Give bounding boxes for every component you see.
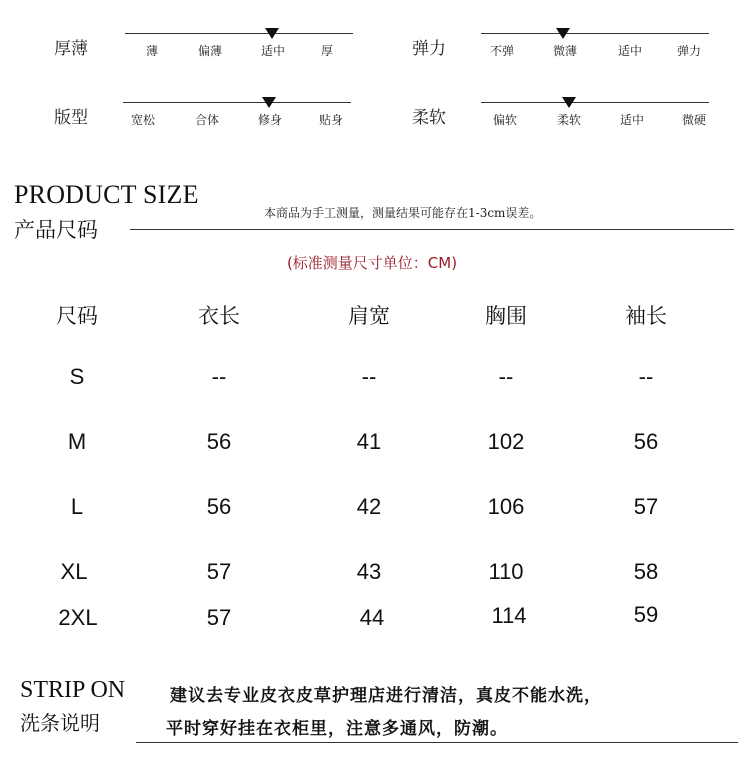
table-cell: 56 xyxy=(206,494,232,519)
table-cell: 110 xyxy=(488,559,524,584)
scale-label: 版型 xyxy=(54,108,88,128)
scale-option: 柔软 xyxy=(556,113,582,127)
table-cell: 41 xyxy=(356,429,382,454)
table-cell: -- xyxy=(638,364,654,389)
care-title-zh: 洗条说明 xyxy=(20,711,100,735)
selected-marker-icon xyxy=(556,28,570,39)
scale-option: 微硬 xyxy=(681,113,707,127)
selected-marker-icon xyxy=(262,97,276,108)
table-cell: -- xyxy=(498,364,514,389)
scale-option: 宽松 xyxy=(130,113,156,127)
scale-option: 微薄 xyxy=(552,44,578,58)
care-text-line: 建议去专业皮衣皮草护理店进行清洁，真皮不能水洗， xyxy=(170,686,602,706)
column-header: 胸围 xyxy=(485,304,527,328)
table-cell: 57 xyxy=(206,559,232,584)
scale-line xyxy=(123,102,351,103)
scale-option: 合体 xyxy=(194,113,220,127)
table-cell: 2XL xyxy=(58,605,98,630)
table-cell: S xyxy=(69,364,85,389)
divider xyxy=(130,229,734,230)
table-cell: 56 xyxy=(206,429,232,454)
scale-option: 适中 xyxy=(617,44,643,58)
table-cell: 57 xyxy=(633,494,659,519)
scale-option: 适中 xyxy=(619,113,645,127)
scale-option: 适中 xyxy=(260,44,286,58)
column-header: 尺码 xyxy=(56,304,98,328)
table-cell: 106 xyxy=(487,494,525,519)
scale-label: 柔软 xyxy=(412,108,446,128)
table-cell: M xyxy=(67,429,87,454)
scale-line xyxy=(125,33,353,34)
table-cell: 43 xyxy=(356,559,382,584)
scale-label: 弹力 xyxy=(412,39,446,59)
column-header: 袖长 xyxy=(625,304,667,328)
table-cell: XL xyxy=(60,559,88,584)
scale-option: 厚 xyxy=(320,44,334,58)
table-cell: 102 xyxy=(487,429,525,454)
scale-option: 贴身 xyxy=(318,113,344,127)
scale-option: 薄 xyxy=(145,44,159,58)
table-cell: -- xyxy=(361,364,377,389)
section-title-en: PRODUCT SIZE xyxy=(14,180,199,209)
divider xyxy=(136,742,738,743)
scale-option: 偏软 xyxy=(492,113,518,127)
table-cell: 56 xyxy=(633,429,659,454)
table-cell: 59 xyxy=(633,602,659,627)
scale-option: 不弹 xyxy=(489,44,515,58)
scale-option: 修身 xyxy=(257,113,283,127)
scale-option: 弹力 xyxy=(676,44,702,58)
care-text-line: 平时穿好挂在衣柜里，注意多通风，防潮。 xyxy=(166,719,508,739)
selected-marker-icon xyxy=(562,97,576,108)
table-cell: 44 xyxy=(359,605,385,630)
table-cell: 57 xyxy=(206,605,232,630)
scale-label: 厚薄 xyxy=(54,39,88,59)
measurement-note: 本商品为手工测量，测量结果可能存在1-3cm误差。 xyxy=(264,206,542,220)
table-cell: 42 xyxy=(356,494,382,519)
table-cell: -- xyxy=(211,364,227,389)
table-cell: L xyxy=(70,494,84,519)
scale-line xyxy=(481,33,709,34)
scale-line xyxy=(481,102,709,103)
scale-option: 偏薄 xyxy=(197,44,223,58)
section-title-zh: 产品尺码 xyxy=(14,218,98,242)
table-cell: 114 xyxy=(491,603,527,628)
unit-note: (标准测量尺寸单位：CM) xyxy=(286,254,458,272)
selected-marker-icon xyxy=(265,28,279,39)
table-cell: 58 xyxy=(633,559,659,584)
column-header: 衣长 xyxy=(198,304,240,328)
care-title-en: STRIP ON xyxy=(20,677,126,703)
column-header: 肩宽 xyxy=(348,304,390,328)
